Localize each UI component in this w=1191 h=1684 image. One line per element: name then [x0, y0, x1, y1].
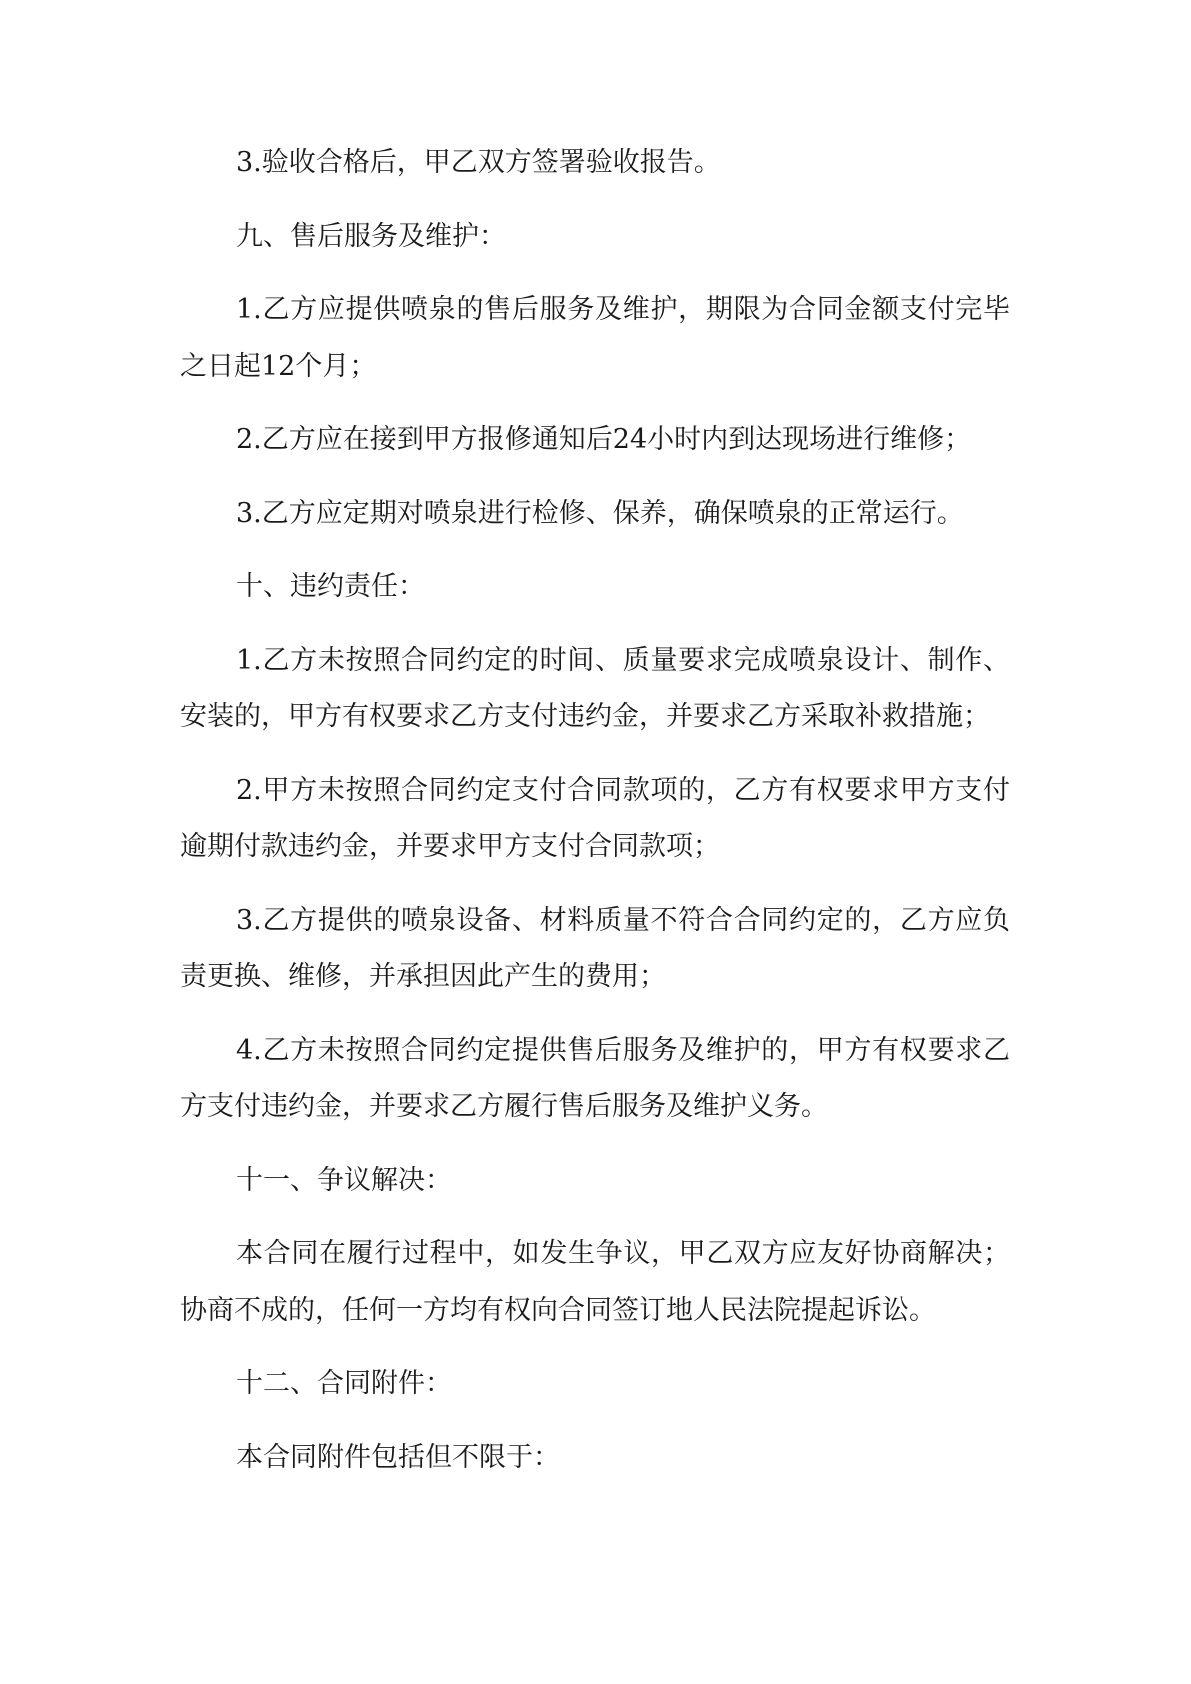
clause-after-sales-period: 1.乙方应提供喷泉的售后服务及维护，期限为合同金额支付完毕之日起12个月； [180, 294, 1010, 382]
clause-regular-maintenance: 3.乙方应定期对喷泉进行检修、保养，确保喷泉的正常运行。 [236, 497, 964, 529]
clause-liability-payment: 2.甲方未按照合同约定支付合同款项的，乙方有权要求甲方支付逾期付款违约金，并要求甲方支付合同款项； [180, 774, 1010, 862]
document-page [180, 135, 1010, 1503]
section-heading-attachments: 十二、合同附件： [236, 1368, 452, 1399]
section-heading-disputes: 十一、争议解决： [236, 1164, 452, 1196]
clause-liability-delay: 1.乙方未按照合同约定的时间、质量要求完成喷泉设计、制作、安装的，甲方有权要求乙方支付违约金，并要求乙方采取补救措施； [180, 644, 1010, 732]
section-heading-liability: 十、违约责任： [236, 571, 425, 602]
clause-attachments-intro: 本合同附件包括但不限于： [236, 1441, 560, 1473]
clause-liability-quality: 3.乙方提供的喷泉设备、材料质量不符合合同约定的，乙方应负责更换、维修，并承担因此产生的费用； [180, 904, 1010, 992]
clause-repair-response: 2.乙方应在接到甲方报修通知后24小时内到达现场进行维修； [236, 424, 972, 455]
clause-liability-service: 4.乙方未按照合同约定提供售后服务及维护的，甲方有权要求乙方支付违约金，并要求乙方履行售后服务及维护义务。 [180, 1034, 1010, 1122]
clause-dispute-resolution: 本合同在履行过程中，如发生争议，甲乙双方应友好协商解决；协商不成的，任何一方均有权向合同签订地人民法院提起诉讼。 [180, 1238, 1010, 1326]
section-heading-after-sales: 九、售后服务及维护： [236, 220, 506, 252]
clause-acceptance-report: 3.验收合格后，甲乙双方签署验收报告。 [236, 147, 721, 178]
